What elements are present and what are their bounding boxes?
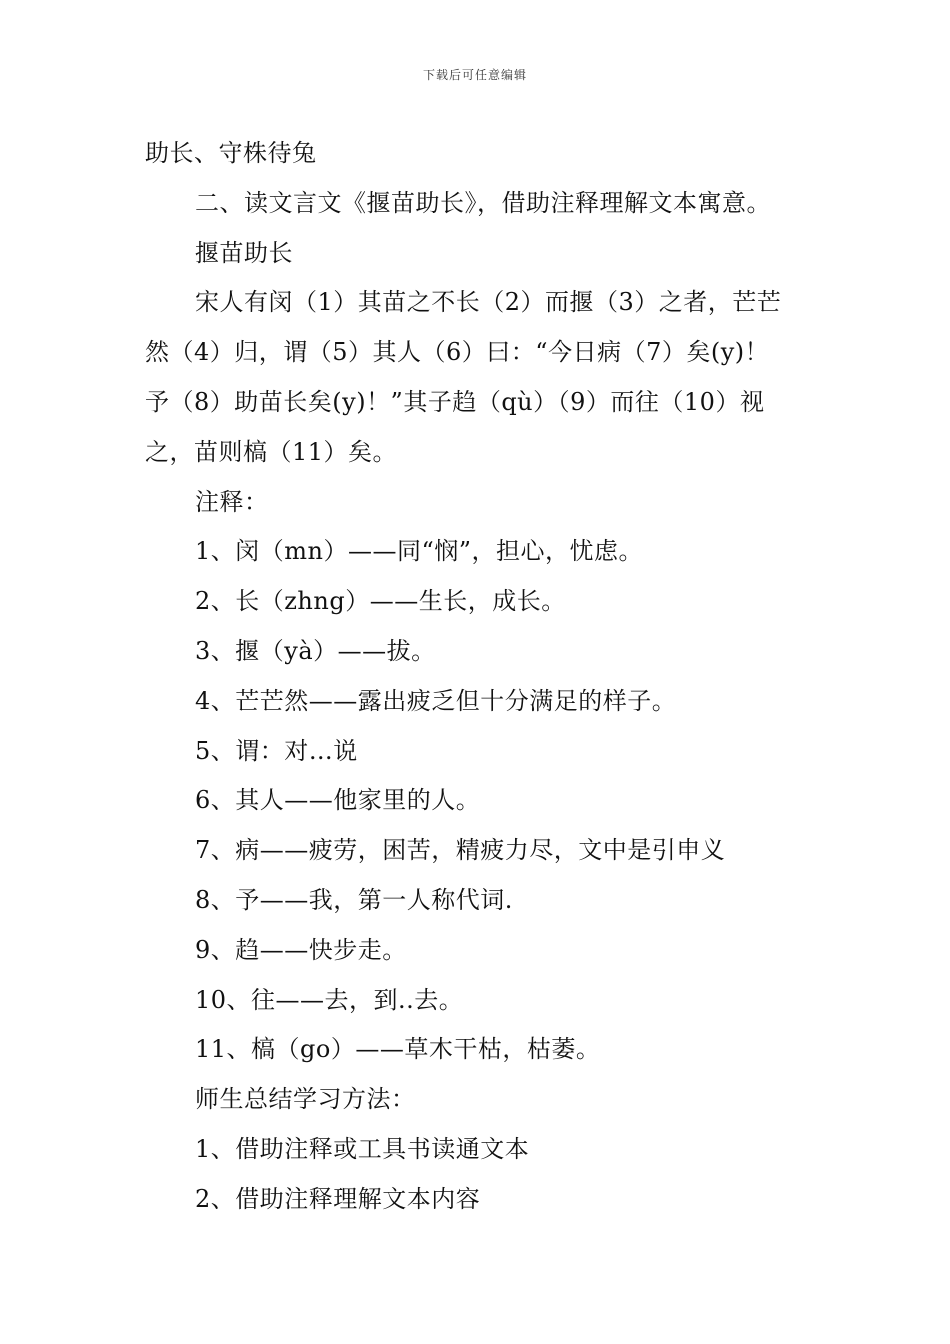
passage-title: 揠苗助长 (195, 238, 293, 267)
summary-title: 师生总结学习方法： (195, 1085, 416, 1114)
notes-title: 注释： (195, 487, 269, 516)
note-item: 4、芒芒然——露出疲乏但十分满足的样子。 (195, 686, 677, 715)
note-item: 8、予——我，第一人称代词. (195, 885, 513, 914)
note-item: 5、谓：对…说 (195, 736, 358, 765)
passage-line: 宋人有闵（1）其苗之不长（2）而揠（3）之者，芒芒 (195, 288, 782, 317)
page-header: 下载后可任意编辑 (422, 68, 527, 82)
section-heading: 二、读文言文《揠苗助长》，借助注释理解文本寓意。 (195, 188, 771, 217)
note-item: 7、病——疲劳，困苦，精疲力尽，文中是引申义 (195, 836, 726, 865)
note-item: 1、闵（mn）——同“悯”，担心，忧虑。 (195, 537, 644, 566)
summary-item: 1、借助注释或工具书读通文本 (195, 1134, 530, 1163)
note-item: 6、其人——他家里的人。 (195, 786, 481, 815)
text-line: 助长、守株待兔 (145, 139, 317, 167)
passage-line: 之，苗则槁（11）矣。 (145, 437, 398, 466)
document-body (145, 129, 810, 1225)
note-item: 10、往——去，到..去。 (195, 985, 464, 1014)
note-item: 9、趋——快步走。 (195, 935, 407, 964)
note-item: 3、揠（yà）——拔。 (195, 636, 436, 665)
note-item: 2、长（zhng）——生长，成长。 (195, 587, 566, 616)
note-item: 11、槁（go）——草木干枯，枯萎。 (195, 1035, 601, 1064)
passage-line: 然（4）归，谓（5）其人（6）曰：“今日病（7）矣(y)！ (145, 338, 770, 367)
passage-line: 予（8）助苗长矣(y)！”其子趋（qù）（9）而往（10）视 (145, 387, 765, 416)
summary-item: 2、借助注释理解文本内容 (195, 1184, 481, 1213)
